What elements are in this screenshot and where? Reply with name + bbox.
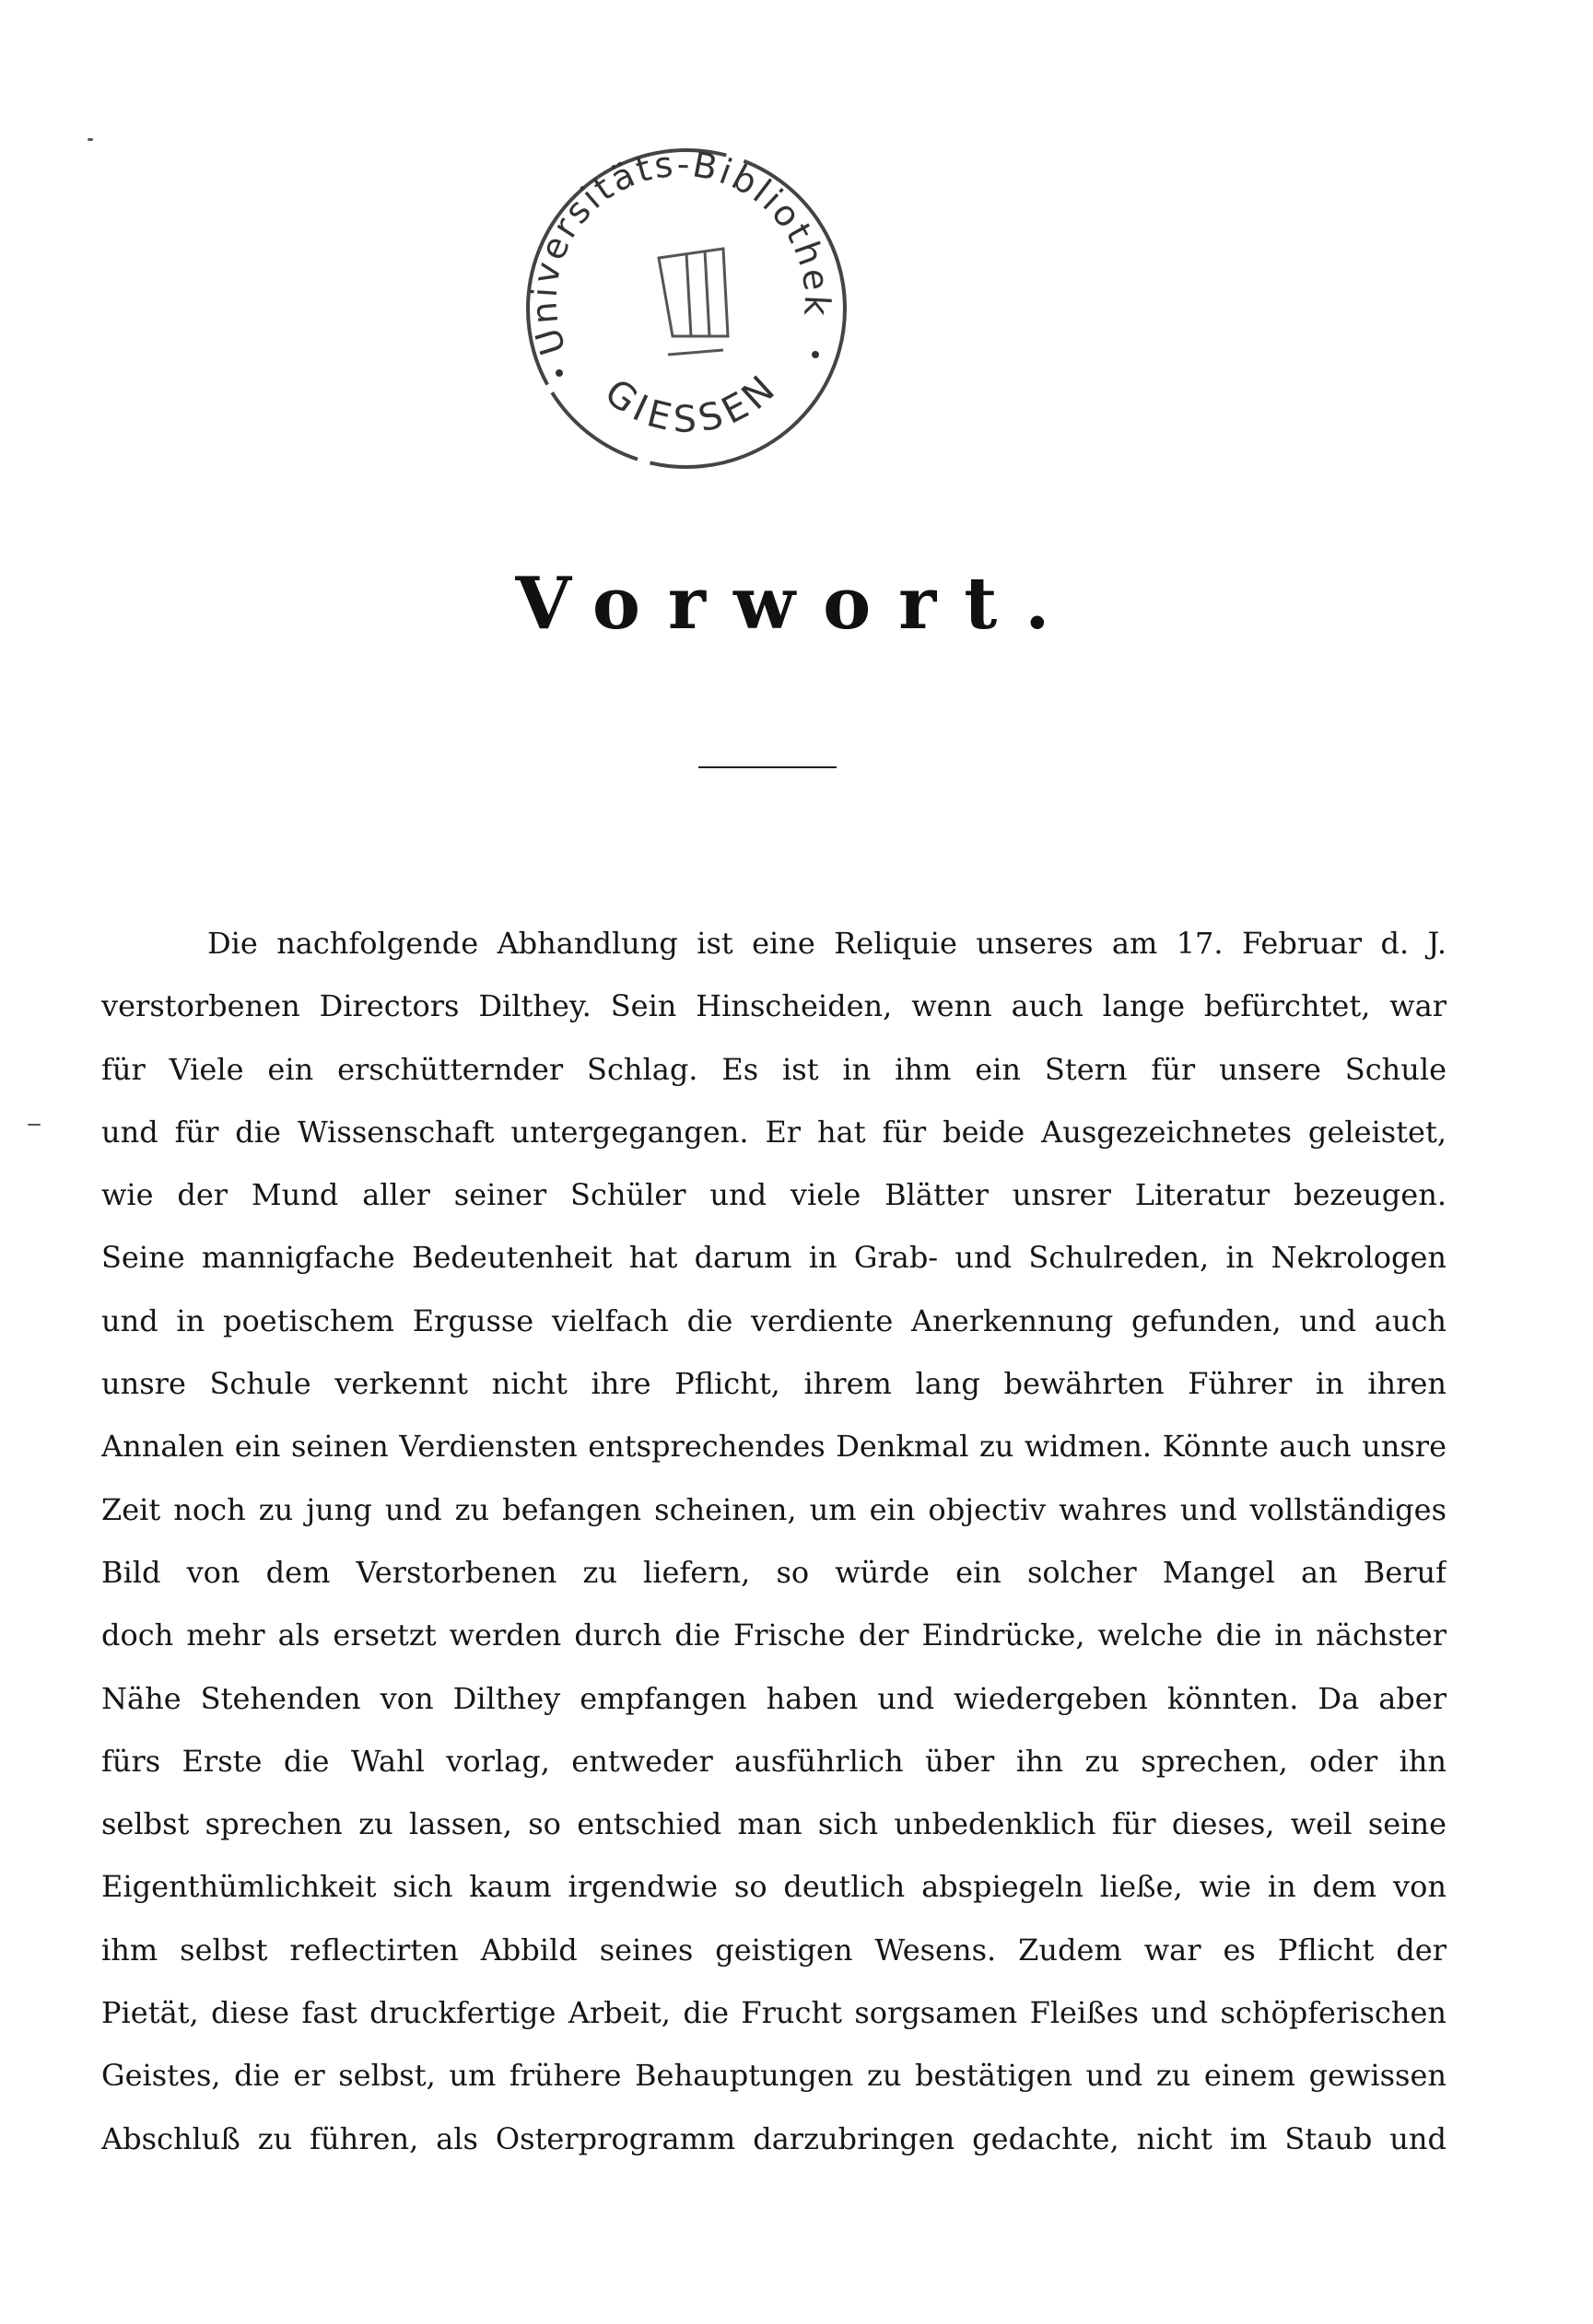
stamp-emblem: [659, 249, 728, 355]
text-line: Zeit noch zu jung und zu befangen scheinen, um ein objectiv wahres und vollständiges: [101, 1491, 1447, 1527]
svg-text:Universitäts-Bibliothek: [523, 144, 837, 360]
text-line: Nähe Stehenden von Dilthey empfangen haben und wiedergeben könnten. Da aber: [101, 1680, 1447, 1716]
text-line: verstorbenen Directors Dilthey. Sein Hinscheiden, wenn auch lange befürchtet, war: [101, 988, 1447, 1024]
text-line: unsre Schule verkennt nicht ihre Pflicht, ihrem lang bewährten Führer in ihren: [101, 1366, 1447, 1402]
paper-speck: [28, 1124, 41, 1126]
text-line: doch mehr als ersetzt werden durch die Frische der Eindrücke, welche die in nächster: [101, 1617, 1447, 1653]
title-divider: [698, 766, 837, 768]
text-line: Eigenthümlichkeit sich kaum irgendwie so deutlich abspiegeln ließe, wie in dem von: [101, 1869, 1447, 1905]
svg-text:GIESSEN: [597, 365, 787, 441]
text-line: ihm selbst reflectirten Abbild seines geistigen Wesens. Zudem war es Pflicht der: [101, 1932, 1447, 1968]
text-line: und für die Wissenschaft untergegangen. Er hat für beide Ausgezeichnetes geleistet,: [101, 1114, 1447, 1150]
text-line: selbst sprechen zu lassen, so entschied man sich unbedenklich für dieses, weil seine: [101, 1806, 1447, 1842]
stamp-ring-text: Universitäts-Bibliothek: [523, 143, 838, 360]
text-line: Bild von dem Verstorbenen zu liefern, so würde ein solcher Mangel an Beruf: [101, 1554, 1447, 1590]
paper-speck: [88, 138, 93, 141]
library-stamp: [511, 120, 861, 497]
text-line: Abschluß zu führen, als Osterprogramm darzubringen gedachte, nicht im Staub und: [101, 2120, 1447, 2156]
text-line: Pietät, diese fast druckfertige Arbeit, die Frucht sorgsamen Fleißes und schöpferischen: [101, 1995, 1447, 2031]
text-line: und in poetischem Ergusse vielfach die verdiente Anerkennung gefunden, und auch: [101, 1302, 1447, 1338]
text-line: Die nachfolgende Abhandlung ist eine Reliquie unseres am 17. Februar d. J.: [207, 926, 1447, 961]
text-line: fürs Erste die Wahl vorlag, entweder ausführlich über ihn zu sprechen, oder ihn: [101, 1743, 1447, 1779]
text-line: Seine mannigfache Bedeutenheit hat darum in Grab- und Schulreden, in Nekrologen: [101, 1240, 1447, 1276]
text-line: für Viele ein erschütternder Schlag. Es ist in ihm ein Stern für unsere Schule: [101, 1051, 1447, 1087]
text-line: Annalen ein seinen Verdiensten entsprechendes Denkmal zu widmen. Könnte auch unsre: [101, 1429, 1447, 1465]
preface-text: [101, 912, 1447, 2170]
text-line: wie der Mund aller seiner Schüler und viele Blätter unsrer Literatur bezeugen.: [101, 1177, 1447, 1213]
text-line: Geistes, die er selbst, um frühere Behauptungen zu bestätigen und zu einem gewissen: [101, 2058, 1447, 2094]
stamp-city-text: GIESSEN: [596, 364, 788, 441]
page-title: Vorwort.: [515, 562, 1078, 646]
library-stamp-seal: [511, 120, 861, 497]
